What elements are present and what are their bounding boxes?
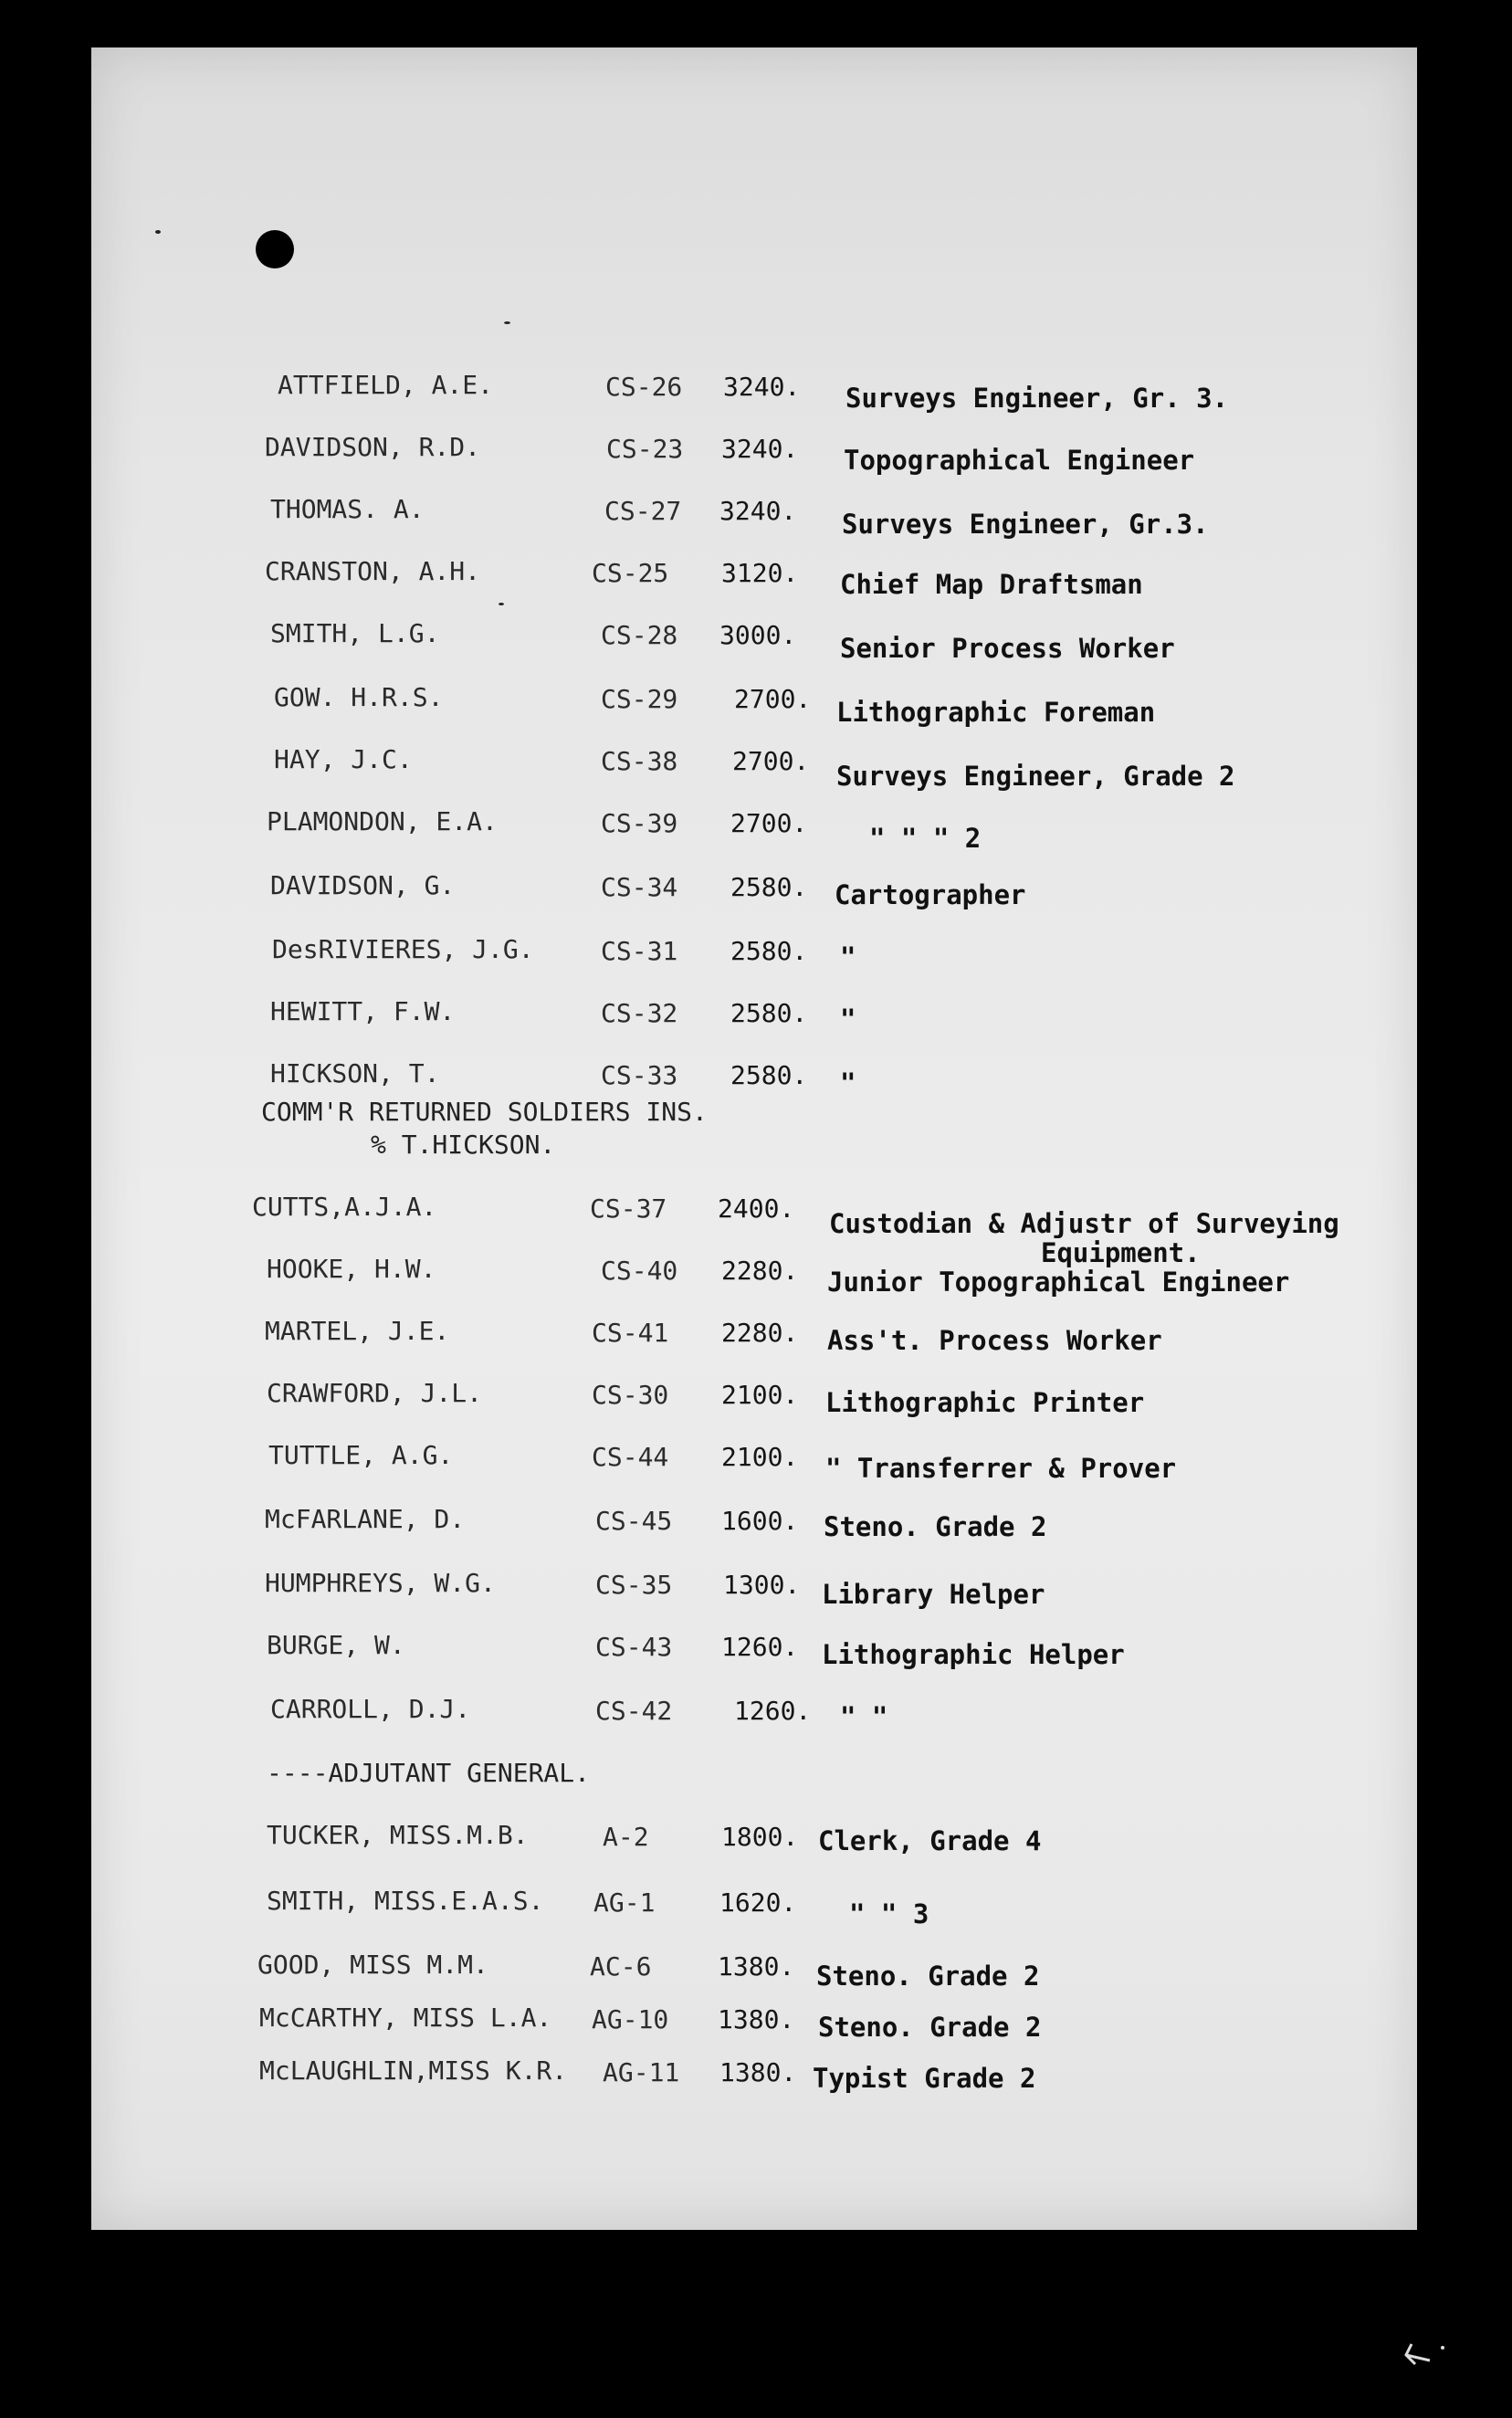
salary: 2700.	[734, 684, 812, 714]
employee-name: HUMPHREYS, W.G.	[265, 1568, 496, 1598]
salary: 2700.	[730, 808, 808, 838]
position-code: CS-26	[605, 372, 683, 402]
job-title: Ass't. Process Worker	[827, 1325, 1162, 1356]
employee-name: THOMAS. A.	[270, 494, 425, 524]
job-title: Surveys Engineer, Gr.3.	[842, 509, 1209, 540]
salary: 2100.	[721, 1380, 799, 1410]
punch-hole	[256, 230, 294, 268]
job-title: " " " 2	[869, 823, 982, 854]
salary: 1260.	[734, 1696, 812, 1726]
position-code: CS-41	[592, 1318, 669, 1348]
salary: 1620.	[719, 1887, 797, 1918]
job-title: Topographical Engineer	[844, 445, 1195, 476]
ink-speck	[155, 230, 161, 234]
employee-name: HEWITT, F.W.	[270, 996, 456, 1026]
job-title: "	[840, 1067, 856, 1099]
employee-name: McCARTHY, MISS L.A.	[259, 2003, 552, 2033]
salary: 2580.	[730, 1060, 808, 1090]
salary: 1300.	[723, 1570, 801, 1600]
employee-name: TUTTLE, A.G.	[268, 1440, 454, 1470]
position-code: AG-10	[592, 2004, 669, 2034]
position-code: CS-30	[592, 1380, 669, 1410]
job-title: Surveys Engineer, Grade 2	[836, 761, 1235, 792]
position-code: CS-27	[604, 496, 682, 526]
position-code: CS-28	[601, 620, 678, 650]
job-title: Clerk, Grade 4	[818, 1825, 1042, 1856]
employee-name: SMITH, MISS.E.A.S.	[267, 1886, 544, 1916]
salary: 2280.	[721, 1318, 799, 1348]
ink-speck	[504, 321, 510, 324]
job-title: " "	[840, 1701, 888, 1732]
employee-name: CRANSTON, A.H.	[265, 556, 481, 586]
position-code: CS-32	[601, 998, 678, 1028]
employee-name: TUCKER, MISS.M.B.	[267, 1820, 529, 1850]
job-title: Lithographic Printer	[825, 1387, 1145, 1418]
job-title: Senior Process Worker	[840, 633, 1175, 664]
salary: 2580.	[730, 872, 808, 902]
note-line: % T.HICKSON.	[371, 1130, 556, 1160]
job-title: " " 3	[849, 1898, 929, 1929]
position-code: CS-33	[601, 1060, 678, 1090]
position-code: CS-29	[601, 684, 678, 714]
position-code: A-2	[603, 1822, 649, 1852]
employee-name: McLAUGHLIN,MISS K.R.	[259, 2055, 568, 2086]
position-code: CS-34	[601, 872, 678, 902]
job-title: Custodian & Adjustr of Surveying	[829, 1208, 1339, 1239]
employee-name: DesRIVIERES, J.G.	[272, 934, 534, 964]
scan-mark-icon	[1402, 2340, 1448, 2368]
salary: 2400.	[718, 1193, 795, 1224]
employee-name: CRAWFORD, J.L.	[267, 1378, 483, 1408]
note-line: COMM'R RETURNED SOLDIERS INS.	[261, 1097, 708, 1127]
salary: 3240.	[721, 434, 799, 464]
employee-name: GOW. H.R.S.	[274, 682, 444, 712]
section-header: ----ADJUTANT GENERAL.	[267, 1758, 591, 1788]
position-code: CS-39	[601, 808, 678, 838]
employee-name: MARTEL, J.E.	[265, 1316, 450, 1346]
ink-speck	[499, 603, 504, 605]
position-code: AG-1	[593, 1887, 656, 1918]
salary: 3120.	[721, 558, 799, 588]
salary: 2700.	[732, 746, 810, 776]
position-code: CS-43	[595, 1632, 673, 1662]
employee-name: HAY, J.C.	[274, 744, 413, 774]
job-title: Lithographic Helper	[822, 1639, 1125, 1670]
position-code: CS-23	[606, 434, 684, 464]
salary: 2280.	[721, 1256, 799, 1286]
salary: 1380.	[719, 2057, 797, 2087]
employee-name: ATTFIELD, A.E.	[278, 370, 494, 400]
position-code: CS-45	[595, 1506, 673, 1536]
job-title: Surveys Engineer, Gr. 3.	[845, 383, 1229, 414]
position-code: CS-38	[601, 746, 678, 776]
salary: 3240.	[719, 496, 797, 526]
salary: 1260.	[721, 1632, 799, 1662]
salary: 1800.	[721, 1822, 799, 1852]
job-title: "	[840, 1004, 856, 1035]
employee-name: HOOKE, H.W.	[267, 1254, 436, 1284]
position-code: CS-37	[590, 1193, 667, 1224]
position-code: CS-44	[592, 1442, 669, 1472]
job-title: Steno. Grade 2	[818, 2012, 1042, 2043]
employee-name: McFARLANE, D.	[265, 1504, 466, 1534]
position-code: CS-40	[601, 1256, 678, 1286]
position-code: CS-31	[601, 936, 678, 966]
employee-name: GOOD, MISS M.M.	[257, 1950, 488, 1980]
employee-name: BURGE, W.	[267, 1630, 405, 1660]
position-code: AG-11	[603, 2057, 680, 2087]
salary: 1600.	[721, 1506, 799, 1536]
position-code: CS-35	[595, 1570, 673, 1600]
employee-name: SMITH, L.G.	[270, 618, 440, 648]
job-title: Steno. Grade 2	[816, 1961, 1040, 1992]
salary: 2580.	[730, 998, 808, 1028]
job-title: " Transferrer & Prover	[825, 1453, 1177, 1484]
employee-name: DAVIDSON, R.D.	[265, 432, 481, 462]
job-title: Junior Topographical Engineer	[827, 1267, 1290, 1298]
job-title: Chief Map Draftsman	[840, 569, 1143, 600]
job-title: Typist Grade 2	[813, 2063, 1036, 2094]
employee-name: CUTTS,A.J.A.	[252, 1192, 437, 1222]
salary: 1380.	[718, 2004, 795, 2034]
salary: 3240.	[723, 372, 801, 402]
position-code: AC-6	[590, 1951, 652, 1982]
job-title: Cartographer	[835, 879, 1026, 910]
salary: 2100.	[721, 1442, 799, 1472]
salary: 2580.	[730, 936, 808, 966]
salary: 3000.	[719, 620, 797, 650]
employee-name: HICKSON, T.	[270, 1058, 440, 1088]
employee-name: PLAMONDON, E.A.	[267, 806, 498, 836]
position-code: CS-42	[595, 1696, 673, 1726]
employee-name: CARROLL, D.J.	[270, 1694, 471, 1724]
job-title-continuation: Equipment.	[1041, 1237, 1201, 1268]
job-title: Library Helper	[822, 1579, 1045, 1610]
job-title: Lithographic Foreman	[836, 697, 1156, 728]
job-title: Steno. Grade 2	[824, 1511, 1047, 1542]
employee-name: DAVIDSON, G.	[270, 870, 456, 900]
job-title: "	[840, 941, 856, 972]
document-page	[91, 47, 1417, 2230]
position-code: CS-25	[592, 558, 669, 588]
salary: 1380.	[718, 1951, 795, 1982]
